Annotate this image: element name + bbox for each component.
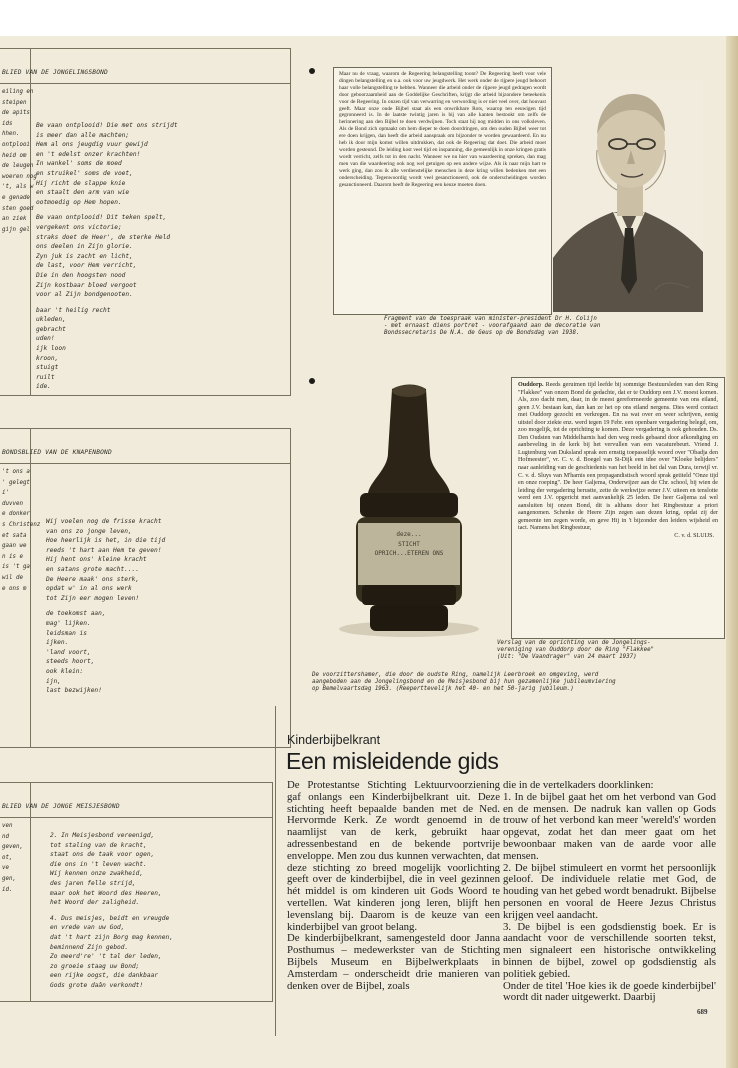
- truncated-verse-line: wil de: [2, 574, 23, 581]
- speech-text: Maar nu de vraag, waarom de Regeering belangstelling toont? De Regeering heeft voor vele dingen belangstelling en o.a. ook voor uw jeugdwerk. Het werk onder de rijpere jeugd behoort haar volle belangstelling te hebben. Wanneer die arbeid onder de rijpere jeugd gedragen wordt door geboorzaamheid aan de Goddelijke Geschriften, krijgt die arbeid bijzondere beteekenis voor de Regeering. In onzen tijd van verwarring en verwording is er niet veel over, dat houvast geeft. Maar onze oude Bijbel staat als een onwrikbare Rots, waarop ten eeuwigen tijd gegronneerd is. In de laatste twintig jaren is bij van alle kanten bestookt om zelfs de herinnering aan den Bijbel te doen verdwijnen. Toch staat hij nog midden in ons volksleven. Als de Bond zich opmaakt om hem dieper te doen doordringen, om den ouden Bijbel weer tot ere doen krijgen, dan heeft die arbeid aanspraak om bijzonder te worden gewaardeerd. En nu heb ik door mijn komst willen uitdrukken, dat ook de Regeering dat doet. Die arbeid moet worden gesteund. De leiding kost veel tijd en inspanning, die gemeenlijk in onze kringen gratis wordt verricht, zelfs tot in den nacht. Wanneer we nu hier van waardeering spreken, dan mag men van die waardeering ook nog wel getuigen op een andere wijze. Als ik naar mijn hart te werk ging, dan zou ik alle verdienstelijke menschen in deze kring willen bedenken met een onderscheiding. Tegenwoordig wordt veel gesanctioneerd, ook de onderscheidingen worden gesanctioneerd. Daarom heeft de Regeering een keuze moeten doen.: [339, 71, 546, 188]
- verse-line: beminnend Zijn gebod.: [50, 943, 129, 951]
- verse-line: van ons zo jonge leven,: [46, 527, 132, 535]
- truncated-verse-line: de leugen: [2, 163, 34, 170]
- verse-line: en vrede van uw God,: [50, 924, 125, 932]
- verse-line: en struikel' soms de voet,: [36, 169, 133, 177]
- article-column-1: [287, 780, 500, 992]
- article-title: Een misleidende gids: [286, 748, 499, 774]
- truncated-verse-column: [2, 467, 40, 594]
- truncated-verse-line: e genade: [2, 194, 30, 201]
- verse-line: 4. Dus meisjes, beidt en vreugde: [50, 914, 170, 922]
- truncated-verse-line: ot,: [2, 854, 13, 861]
- verse-line: last bezwijken!: [46, 687, 102, 695]
- truncated-verse-line: an ziek: [2, 216, 27, 223]
- verse-line: De Heere maak' ons sterk,: [46, 575, 140, 583]
- anthem-verses: [46, 517, 165, 696]
- truncated-verse-line: hhen.: [2, 131, 20, 138]
- truncated-verse-column: [2, 821, 23, 895]
- ouddorp-caption: [497, 640, 654, 662]
- verse-line: Hij hent ons' kleine kracht: [46, 556, 147, 564]
- truncated-verse-line: s Christenz: [2, 521, 41, 528]
- colijn-portrait-image: [553, 80, 703, 312]
- verse-line: Gods grote daân verkondt!: [50, 981, 144, 989]
- verse-line: vergekent ons victorie;: [36, 223, 122, 231]
- verse-line: Hem al ons jeugdig vuur gewijd: [36, 141, 148, 149]
- verse-line: 'land voort,: [46, 648, 91, 656]
- ouddorp-signature: C. v. d. SLUIJS.: [674, 532, 714, 539]
- verse-line: voor al Zijn bondgenooten.: [36, 291, 133, 299]
- truncated-verse-line: e donker: [2, 511, 30, 518]
- verse-line: is meer dan alle machten;: [36, 131, 130, 139]
- truncated-verse-line: sten goed: [2, 205, 34, 212]
- portrait-caption: [384, 316, 600, 338]
- colijn-speech-box: [333, 67, 552, 315]
- verse-line: een rijke oogst, die dankbaar: [50, 972, 159, 980]
- truncated-verse-line: 't ons a: [2, 469, 30, 475]
- caption-line: (Uit: "De Vaandrager" van 24 maart 1937): [497, 654, 637, 661]
- caption-line: vereniging van Ouddorp door de Ring "Flakkee": [497, 647, 655, 654]
- truncated-verse-line: id.: [2, 886, 13, 893]
- article-paragraph: 2. De bijbel stimuleert en vormt het persoonlijk geloof. De individuele relatie met God, de houding van het gebed wordt benadrukt. Bijbelse personen en vooral de Heere Jezus Christus krijgen veel aandacht.: [503, 861, 716, 921]
- panel-header: BONDSBLIED VAN DE KNAPENBOND: [2, 449, 112, 456]
- verse-line: uden!: [36, 335, 55, 343]
- verse-line: het Woord der zaligheid.: [50, 899, 140, 907]
- truncated-verse-line: eiling en: [2, 89, 34, 95]
- page-number: 689: [697, 1008, 708, 1016]
- article-kicker: Kinderbijbelkrant: [287, 733, 381, 747]
- article-paragraph: die in de vertelkaders doorklinken:: [503, 779, 654, 791]
- verse-line: In wankel' soms de moed: [36, 160, 122, 168]
- anthem-panel-jongelingsbond: [0, 48, 291, 396]
- verse-line: Be vaan ontplooid! Die met ons strijdt: [36, 122, 178, 129]
- ouddorp-heading: Ouddorp.: [518, 382, 544, 388]
- verse-line: Hoe heerlijk is het, in die tijd: [46, 537, 166, 545]
- truncated-verse-line: gijn gel: [2, 226, 30, 233]
- truncated-verse-line: heid om: [2, 152, 27, 159]
- gavel-photo: [336, 383, 482, 638]
- verse-line: steeds hoort,: [46, 658, 95, 666]
- truncated-verse-line: ' gelegt: [2, 479, 30, 486]
- caption-line: Bondssecretaris De N.A. de Geus op de Bondsdag van 1938.: [384, 330, 580, 337]
- truncated-verse-line: duvven: [2, 500, 23, 507]
- verse-line: ootmoedig op Hem hopen.: [36, 198, 122, 206]
- verse-line: de last, voor Hem verricht,: [36, 262, 137, 270]
- truncated-verse-column: [2, 87, 37, 235]
- caption-line: Fragment van de toespraak van minister-president Dr H. Colijn: [384, 316, 597, 322]
- truncated-verse-line: is 't ga: [2, 564, 30, 571]
- gavel-plate-lettering: [366, 531, 452, 560]
- article-top-rule: [275, 706, 276, 1036]
- truncated-verse-line: de apits: [2, 110, 30, 117]
- gavel-caption: [312, 672, 616, 694]
- verse-line: ijk loon: [36, 345, 66, 353]
- verse-line: ijn,: [46, 677, 61, 685]
- truncated-verse-line: ven: [2, 823, 13, 829]
- anthem-verses: [50, 831, 173, 991]
- verse-line: ook klein:: [46, 667, 84, 675]
- verse-line: ide.: [36, 383, 51, 391]
- punch-hole-top: [309, 68, 315, 74]
- caption-line: aangeboden aan de Jongelingsbond en de Meisjesbond bij hun gezamenlijke jubileumviering: [312, 679, 616, 686]
- verse-line: Zo meerd're' 't tal der leden,: [50, 953, 162, 961]
- verse-line: ons deelen in Zijn glorie.: [36, 243, 133, 251]
- article-paragraph: Onder de titel 'Hoe kies ik de goede kinderbijbel' wordt dit nader uitgewerkt. Daarbij: [503, 979, 716, 1004]
- verse-line: zo groeie staag uw Bond;: [50, 962, 140, 970]
- anthem-panel-meisjesbond: [0, 782, 273, 1002]
- ouddorp-report-box: [511, 377, 725, 639]
- verse-line: straks doet de Heer', de sterke Held: [36, 233, 171, 241]
- verse-line: ukleden,: [36, 316, 66, 324]
- verse-line: de toekomst aan,: [46, 610, 106, 618]
- truncated-verse-line: woeren nog: [2, 173, 37, 180]
- verse-line: ijken.: [46, 639, 69, 647]
- verse-line: baar 't heilig recht: [36, 306, 111, 314]
- verse-line: des jaren felle strijd,: [50, 879, 136, 887]
- truncated-verse-line: ve: [2, 865, 9, 872]
- verse-line: en 't edelst onzer krachten!: [36, 150, 141, 158]
- ouddorp-text: Reeds geruimen tijd leefde bij sommige Bestuursleden van den Ring "Flakkee" van onzen Bond de gedachte, dat er te Ouddorp een J.V. moest komen. Als, zoo dacht men, daar, in de meest gereformeerde gemeente van ons eiland, geen J.V. bestaan kan, dan kan ze het op ons eiland nergens. Dies werd contact met Ouddorp gezocht en verkregen. En na wat over en weer schrijven, eenig uitstel door ziekte enz. werd tegen 19 Febr. een openbare vergadering belegd, om, zoo mogelijk, tot de oprichting te komen. Deze vergadering is ook gehouden. Ds. Den Oudsten van Middelharnis had den weg reeds gebaand door afkondiging en aanbeveling in de kerk bij het vervullen van een vacaturebeurt. Vriend J. Lugtenburg van Duksland sprak een ernstig toepasselijk woord over "Obadja den Hofmeester", vr. C. v. d. Boegel van St-Dijk een idee over "Kloeke belijders" naar aanleiding van de geschiedenis van het beeld in het dal van Dura, terwijl vr. C. v. d. Sluys van M'harnis een propagandistisch woord sprak getiteld "Onze tijd en onze roeping". De heer Galjema, Onderwijzer aan de Chr. school, bij wien de leiding der vergadering berustte, zette de werkwijze eener J.V. uiteen en tenslotte werd een J.V. opgericht met aanvankelijk 25 leden. De heer Galjema zal wel aansluiten bij onzen Bond, dit is althans door het Ringbestuur a priori aangenomen. Schenke de Heere Zijn zegen aan dezen kring, opdat zij der gemeente ten zegen worde, en geve Hij in 't bijzonder den leiders wijsheid en tact. Namens het Ringbestuur,: [518, 382, 718, 532]
- truncated-verse-line: steipen: [2, 99, 27, 106]
- truncated-verse-line: e ons m: [2, 585, 27, 592]
- page-spine-edge: [726, 36, 738, 1068]
- article-paragraph: De Protestantse Stichting Lektuurvoorziening gaf onlangs een Kinderbijbelkrant uit. Deze stichting heeft bepaalde banden met de Ned. Hervormde Kerk. Ze wordt genoemd in de naamlijst van de kerk, gebruikt haar adressenbestand en de bekende portvrije enveloppe. Men zou dus kunnen verwachten, dat deze stichting zo breed mogelijk voorlichting geeft over de kinderbijbel, die in veel gezinnen hét middel is om kinderen uit Gods Woord te vertellen. Wat kinderen jong leren, blijft hen levenslang bij. Daarom is de keuze van een kinderbijbel van groot belang.: [287, 779, 500, 933]
- truncated-verse-line: ids: [2, 120, 13, 127]
- verse-line: mag' lijken.: [46, 619, 91, 627]
- caption-line: - met ernaast diens portret - voorafgaand aan de decoratie van: [384, 323, 601, 330]
- verse-line: Zyn juk is zacht en licht,: [36, 252, 133, 260]
- truncated-verse-line: geven,: [2, 844, 23, 851]
- verse-line: kroon,: [36, 354, 59, 362]
- punch-hole-middle: [309, 378, 315, 384]
- anthem-verses: [36, 121, 178, 392]
- panel-header: BLIED VAN DE JONGE MEISJESBOND: [2, 803, 120, 810]
- truncated-verse-line: n is e: [2, 553, 23, 560]
- verse-line: Wij kennen onze zwakheid,: [50, 870, 144, 878]
- caption-line: STICHT: [398, 540, 420, 548]
- truncated-verse-line: et sata: [2, 532, 27, 539]
- caption-line: deze...: [396, 531, 422, 538]
- article-column-2: [503, 780, 716, 1004]
- verse-line: maar ook het Woord des Heeren,: [50, 889, 162, 897]
- verse-line: dat 't hart zijn Borg mag kennen,: [50, 933, 173, 941]
- article-paragraph: 1. In de bijbel gaat het om het verbond van God en de mensen. De nadruk kan vallen op Gods trouw of het verbond kan meer 'wereld's' worden opgevat, zodat het dan meer gaat om het bewoonbaar maken van de aarde voor alle mensen.: [503, 790, 716, 862]
- truncated-verse-line: ontplooi: [2, 141, 30, 148]
- verse-line: leidsman is: [46, 629, 87, 637]
- truncated-verse-line: i': [2, 490, 9, 497]
- caption-line: op Bemelvaartsdag 1963. (Reeperttevelijk het 40- en het 50-jarig jubileum.): [312, 686, 574, 693]
- verse-line: Die in den hoogsten nood: [36, 271, 126, 279]
- verse-line: ruilt: [36, 373, 55, 381]
- verse-line: tot staling van de kracht,: [50, 841, 147, 849]
- verse-line: tot Zijn eer mogen leven!: [46, 594, 140, 602]
- verse-line: staat ons de taak voor ogen,: [50, 851, 155, 859]
- caption-line: De voorzittershamer, die door de oudste Ring, namelijk Leerbroek en omgeving, werd: [312, 672, 599, 678]
- verse-line: Be vaan ontplooid! Dit teken spelt,: [36, 214, 167, 222]
- truncated-verse-line: 't, als w: [2, 184, 34, 191]
- verse-line: Wij voelen nog de frisse kracht: [46, 518, 162, 525]
- verse-line: opdat w' in al ons werk: [46, 585, 132, 593]
- article-paragraph: De kinderbijbelkrant, samengesteld door Janna Posthumus – medewerkster van de Stichting Bijbels Museum en Bijbelwerkplaats in Amsterdam – onderscheidt drie manieren van denken over de Bijbel, zoals: [287, 932, 500, 992]
- verse-line: Hij richt de slappe knie: [36, 179, 126, 187]
- verse-line: Zijn kostbaar bloed vergoot: [36, 281, 137, 289]
- caption-line: OPRICH...ETEREN ONS: [374, 550, 444, 558]
- truncated-verse-line: gaan we: [2, 543, 27, 550]
- panel-header: BLIED VAN DE JONGELINGSBOND: [2, 69, 108, 76]
- truncated-verse-line: nd: [2, 833, 9, 840]
- caption-line: Verslag van de oprichting van de Jongelings-: [497, 640, 651, 646]
- truncated-verse-line: gen,: [2, 875, 16, 882]
- article-paragraph: 3. De bijbel is een godsdienstig boek. Er is aandacht voor de verschillende soorten tekst, men signaleert een historische ontwikkeling binnen de bijbel, zowel op godsdienstig als politiek gebied.: [503, 920, 716, 980]
- verse-line: en staalt den arm van wie: [36, 189, 130, 197]
- verse-line: en satans grote macht....: [46, 565, 140, 573]
- verse-line: 2. In Meisjesbond vereenigd,: [50, 832, 155, 839]
- verse-line: reeds 't hart aan Hem te geven!: [46, 546, 162, 554]
- verse-line: gebracht: [36, 325, 66, 333]
- verse-line: die ons in 't leven wacht.: [50, 860, 147, 868]
- anthem-panel-knapenbond: [0, 428, 291, 748]
- verse-line: stuigt: [36, 364, 59, 372]
